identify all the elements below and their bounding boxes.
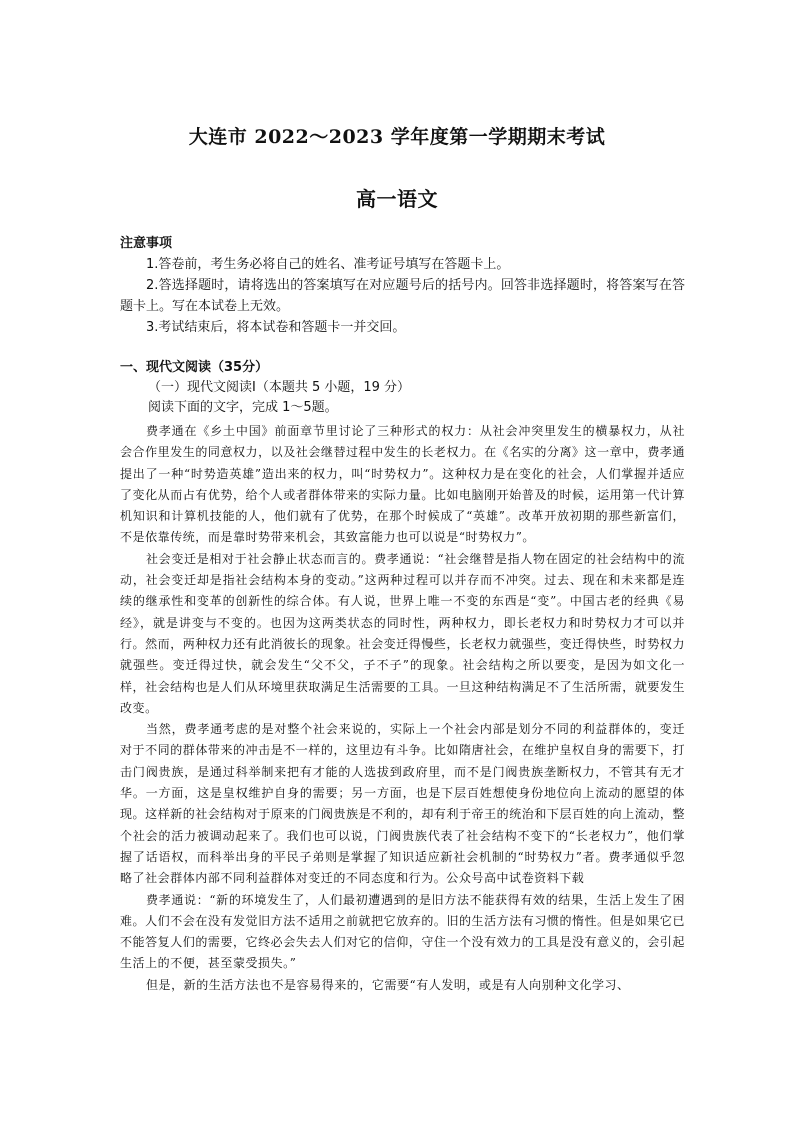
notice-item: 1.答卷前，考生务必将自己的姓名、准考证号填写在答题卡上。 — [146, 257, 510, 272]
passage-paragraph: 费孝通说：“新的环境发生了，人们最初遭遇到的是旧方法不能获得有效的结果，生活上发生了困难。人们不会在没有发觉旧方法不适用之前就把它放弃的。旧的生活方法有习惯的惰性。但是如果它已不能答复人们的需要，它终必会失去人们对它的信仰，守住一个没有效力的工具是没有意义的，会引起生活上的不便，甚至蒙受损失。” — [120, 892, 685, 971]
reading-section — [120, 358, 685, 418]
passage-paragraph: 社会变迁是相对于社会静止状态而言的。费孝通说：“社会继替是指人物在固定的社会结构中的流动，社会变迁却是指社会结构本身的变动。”这两种过程可以并存而不冲突。过去、现在和未来都是连续的继承性和变革的创新性的综合体。有人说，世界上唯一不变的东西是“变”。中国古老的经典《易经》，就是讲变与不变的。也因为这两类状态的同时性，两种权力，即长老权力和时势权力才可以并行。然而，两种权力还有此消彼长的现象。社会变迁得慢些，长老权力就强些，变迁得快些，时势权力就强些。变迁得过快，就会发生“父不父，子不子”的现象。社会结构之所以要变，是因为如文化一样，社会结构也是人们从环境里获取满足生活需要的工具。一旦这种结构满足不了生活所需，就要发生改变。 — [120, 551, 685, 715]
subject-title: 高一语文 — [356, 187, 438, 211]
sub-section-heading: （一）现代文阅读Ⅰ（本题共 5 小题，19 分） — [148, 380, 411, 395]
notice-item: 2.答选择题时，请将选出的答案填写在对应题号后的括号内。回答非选择题时，将答案写在答题卡上。写在本试卷上无效。 — [120, 278, 685, 314]
reading-passage — [120, 421, 685, 996]
notice-section — [120, 233, 685, 338]
passage-paragraph: 费孝通在《乡土中国》前面章节里讨论了三种形式的权力：从社会冲突里发生的横暴权力，从社会合作里发生的同意权力，以及社会继替过程中发生的长老权力。在《名实的分离》这一章中，费孝通提出了一种“时势造英雄”造出来的权力，叫“时势权力”。这种权力是在变化的社会，人们掌握并适应了变化从而占有优势，给个人或者群体带来的实际力量。比如电脑刚开始普及的时候，运用第一代计算机知识和计算机技能的人，他们就有了优势，在那个时候成了“英雄”。改革开放初期的那些新富们，不是依靠传统，而是靠时势带来机会，其致富能力也可以说是“时势权力”。 — [120, 424, 685, 545]
notice-heading: 注意事项 — [120, 236, 173, 251]
passage-paragraph: 但是，新的生活方法也不是容易得来的，它需要“有人发明，或是有人向别种文化学习、 — [146, 977, 630, 992]
passage-paragraph: 当然，费孝通考虑的是对整个社会来说的，实际上一个社会内部是划分不同的利益群体的，变迁对于不同的群体带来的冲击是不一样的，这里边有斗争。比如隋唐社会，在维护皇权自身的需要下，打击门阀贵族，是通过科举制来把有才能的人选拔到政府里，而不是门阀贵族垄断权力，不管其有无才华。一方面，这是皇权维护自身的需要；另一方面，也是下层百姓想使身份地位向上流动的愿望的体现。这样新的社会结构对于原来的门阀贵族是不利的，却有利于帝王的统治和下层百姓的向上流动，整个社会的活力被调动起来了。我们也可以说，门阀贵族代表了社会结构不变下的“长老权力”，他们掌握了话语权，而科举出身的平民子弟则是掌握了知识适应新社会机制的“时势权力”者。费孝通似乎忽略了社会群体内部不同利益群体对变迁的不同态度和行为。公众号高中试卷资料下载 — [120, 722, 685, 886]
notice-item: 3.考试结束后，将本试卷和答题卡一并交回。 — [146, 320, 406, 335]
reading-instruction: 阅读下面的文字，完成 1～5题。 — [148, 400, 338, 415]
section-heading: 一、现代文阅读（35分） — [120, 360, 269, 375]
exam-title: 大连市 2022～2023 学年度第一学期期末考试 — [188, 126, 606, 148]
